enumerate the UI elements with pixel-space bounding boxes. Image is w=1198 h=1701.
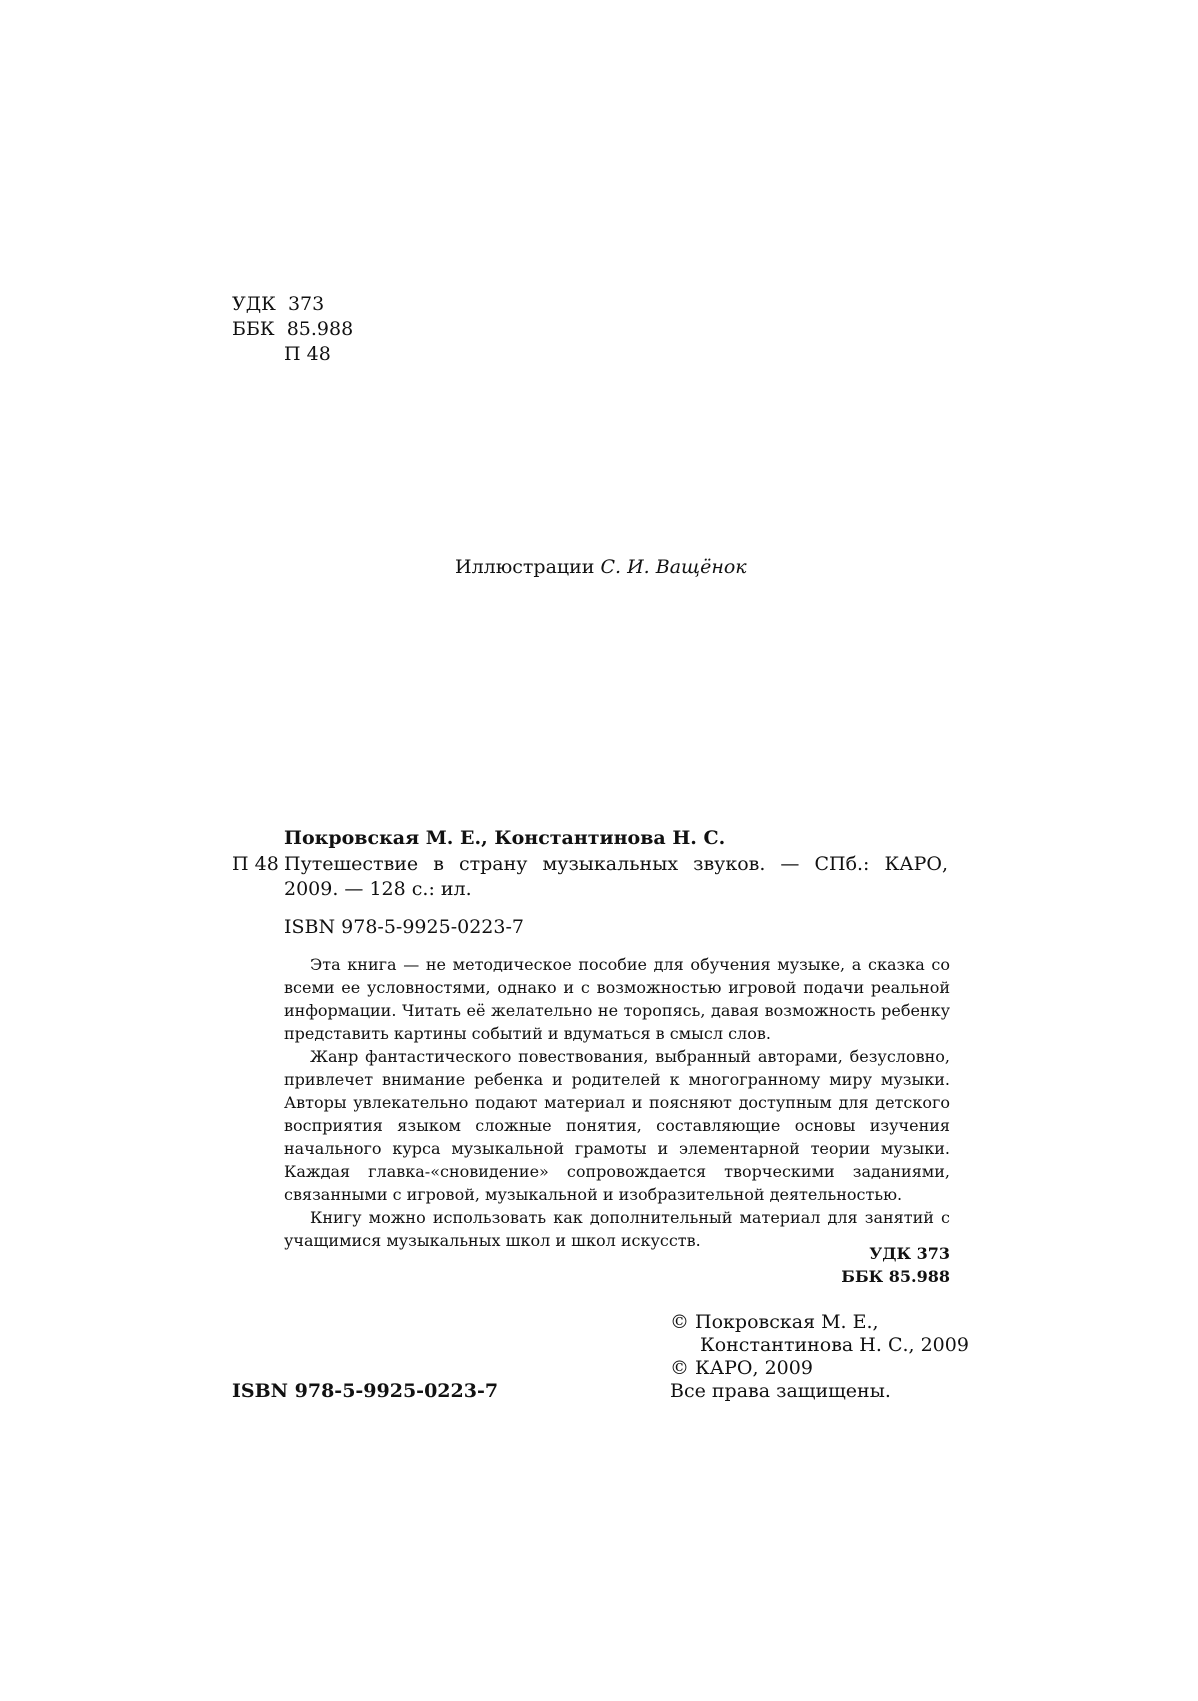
udk-code: УДК 373 [232, 293, 325, 315]
annotation-paragraph: Жанр фантастического повествования, выбранный авторами, безусловно, привлечет внимание ребенка и родителей к многогранному миру музыки. Авторы увлекательно подают материал и поясняют доступным для детского восприятия языком сложные понятия, составляющие основы изучения начального курса музыкальной грамоты и элементарной теории музыки. Каждая главка-«сновидение» сопровождается творческими заданиями, связанными с игровой, музыкальной и изобразительной деятельностью. [284, 1047, 950, 1204]
copyright-line: © Покровская М. Е., [670, 1311, 879, 1333]
record-description [232, 852, 952, 904]
record-title-line1: Путешествие в страну музыкальных звуков. — СПб.: КАРО, [284, 853, 948, 875]
rights-reserved: Все права защищены. [670, 1380, 891, 1402]
illustrations-label: Иллюстрации [455, 556, 595, 578]
bbk-code-bottom: ББК 85.988 [841, 1267, 950, 1286]
record-code: П 48 [232, 853, 279, 875]
illustrations-credit [455, 556, 747, 578]
illustrations-artist: С. И. Ващёнок [600, 556, 747, 578]
copyright-block [670, 1311, 969, 1403]
annotation-paragraph: Книгу можно использовать как дополнительный материал для занятий с учащимися музыкальных школ и школ искусств. [284, 1208, 950, 1250]
copyright-line: © КАРО, 2009 [670, 1357, 813, 1379]
author-mark: П 48 [284, 343, 331, 365]
annotation [284, 953, 950, 1252]
isbn-bottom: ISBN 978-5-9925-0223-7 [232, 1380, 499, 1402]
record-isbn: ISBN 978-5-9925-0223-7 [284, 916, 524, 938]
copyright-line: Константинова Н. С., 2009 [700, 1334, 969, 1356]
udk-code-bottom: УДК 373 [869, 1244, 950, 1263]
classification-top [232, 292, 353, 367]
record-authors: Покровская М. Е., Константинова Н. С. [284, 827, 726, 849]
annotation-paragraph: Эта книга — не методическое пособие для обучения музыке, а сказка со всеми ее условностями, однако и с возможностью игровой подачи реальной информации. Читать её желательно не торопясь, давая возможность ребенку представить картины событий и вдуматься в смысл слов. [284, 955, 950, 1043]
bbk-code: ББК 85.988 [232, 318, 354, 340]
record-title-line2: 2009. — 128 с.: ил. [284, 878, 472, 900]
classification-bottom [650, 1242, 950, 1288]
